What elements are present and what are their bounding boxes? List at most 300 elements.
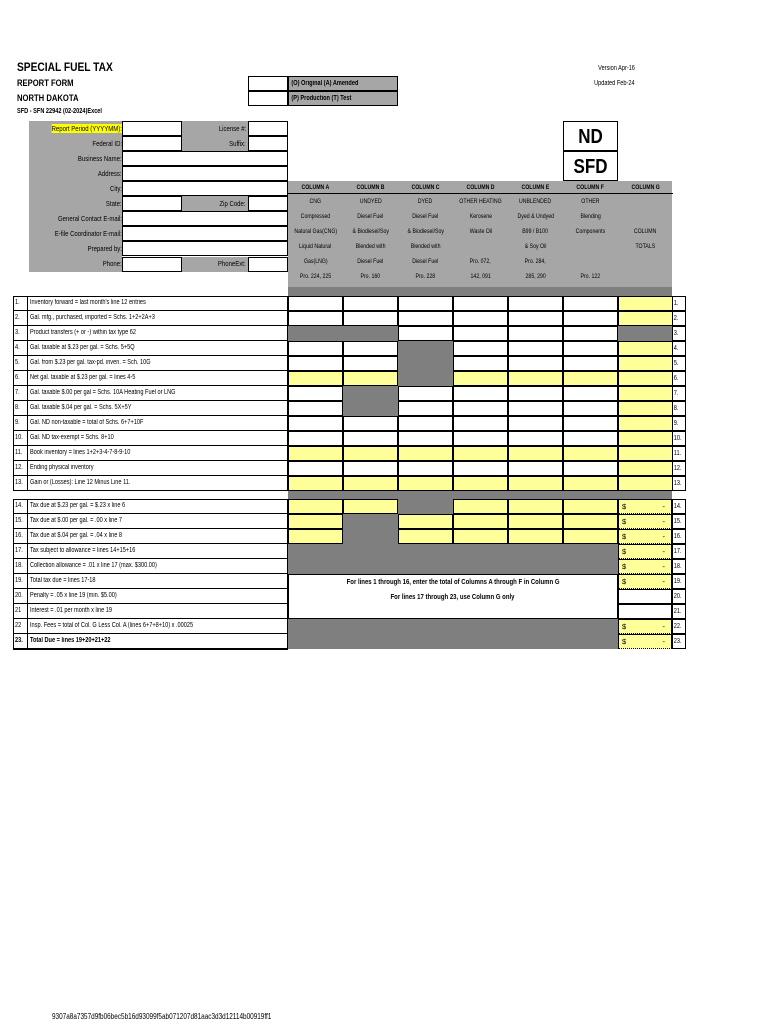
entry-cell[interactable] xyxy=(563,296,618,311)
blocked-cell xyxy=(398,634,453,649)
blocked-cell xyxy=(398,544,453,559)
line-number-divider xyxy=(27,416,28,431)
column-subtitle: 142, 091 xyxy=(470,273,491,280)
row-divider xyxy=(13,490,288,491)
column-title: COLUMN B xyxy=(343,184,398,194)
line-number-divider xyxy=(27,529,28,544)
column-subtitle: Blended with xyxy=(355,243,386,250)
entry-cell[interactable] xyxy=(453,401,508,416)
line-number-divider xyxy=(27,311,28,326)
blocked-cell xyxy=(343,559,398,574)
blocked-cell xyxy=(288,559,343,574)
total-cell[interactable] xyxy=(618,604,672,619)
total-cell[interactable]: $ - xyxy=(618,559,672,574)
line-description: Gal. from $.23 per gal. tax-pd. inven. = Sch. 10G xyxy=(30,359,151,366)
column-header-a xyxy=(288,181,343,287)
entry-cell[interactable] xyxy=(398,529,453,544)
note-lines-17-23: For lines 17 through 23, use Column G only xyxy=(390,592,516,601)
entry-cell[interactable] xyxy=(398,401,453,416)
entry-cell[interactable] xyxy=(508,446,563,461)
column-subtitle: Diesel Fuel xyxy=(357,213,384,220)
report-type-input[interactable] xyxy=(248,76,288,91)
line-number-divider xyxy=(27,574,28,589)
line-end-number: 5. xyxy=(672,356,686,371)
column-subtitle: & Biodiesel/Soy xyxy=(352,228,389,235)
line-description: Interest = .01 per month x line 19 xyxy=(30,607,113,614)
line-end-number: 9. xyxy=(672,416,686,431)
general-email-input[interactable] xyxy=(122,211,288,226)
entry-cell[interactable] xyxy=(563,476,618,491)
line-number: 9. xyxy=(15,419,20,426)
column-subtitle: Pro. 224, 225 xyxy=(299,273,332,280)
line-end-number: 21. xyxy=(672,604,686,619)
line-end-number: 18. xyxy=(672,559,686,574)
blocked-cell xyxy=(343,529,398,544)
entry-cell[interactable] xyxy=(508,326,563,341)
blocked-cell xyxy=(343,386,398,401)
line-number: 3. xyxy=(15,329,20,336)
entry-cell[interactable] xyxy=(343,476,398,491)
entry-cell[interactable] xyxy=(453,371,508,386)
column-subtitle: Compressed xyxy=(300,213,331,220)
entry-cell[interactable] xyxy=(508,341,563,356)
report-mode-label-box xyxy=(288,91,398,106)
column-subtitle: Gas(LNG) xyxy=(303,258,328,265)
total-cell[interactable]: $ - xyxy=(618,574,672,589)
blocked-cell xyxy=(563,559,618,574)
column-subtitle xyxy=(618,209,673,224)
line-number: 1. xyxy=(15,299,20,306)
line-number-divider xyxy=(27,619,28,634)
row-divider xyxy=(13,588,288,589)
line-end-number: 4. xyxy=(672,341,686,356)
entry-cell[interactable] xyxy=(508,431,563,446)
entry-cell[interactable] xyxy=(288,386,343,401)
row-divider xyxy=(13,618,288,619)
line-end-number: 23. xyxy=(672,634,686,649)
entry-cell[interactable] xyxy=(453,529,508,544)
entry-cell[interactable] xyxy=(508,416,563,431)
column-subtitle: CNG xyxy=(309,198,322,205)
entry-cell[interactable] xyxy=(453,431,508,446)
row-divider xyxy=(13,355,288,356)
entry-cell[interactable] xyxy=(343,341,398,356)
document-hash: 9307a8a7357d9fb06bec5b16d93099f5ab071207d81aac3d3d12114b00919ff1 xyxy=(52,1012,272,1021)
line-description: Gal. taxable at $.23 per gal. = Schs. 5+5Q xyxy=(30,344,135,351)
column-subtitle: B99 / B100 xyxy=(522,228,549,235)
city-input[interactable] xyxy=(122,181,288,196)
column-subtitle xyxy=(563,239,618,254)
blocked-cell xyxy=(288,619,343,634)
line-number-divider xyxy=(27,431,28,446)
total-cell[interactable]: $ - xyxy=(618,619,672,634)
entry-cell[interactable] xyxy=(343,356,398,371)
line-end-number: 6. xyxy=(672,371,686,386)
entry-cell[interactable] xyxy=(398,326,453,341)
line-number-divider xyxy=(27,559,28,574)
column-subtitle: Diesel Fuel xyxy=(412,213,439,220)
entry-cell[interactable] xyxy=(508,499,563,514)
line-number-divider xyxy=(27,499,28,514)
entry-cell[interactable] xyxy=(398,431,453,446)
blocked-cell xyxy=(343,401,398,416)
entry-cell[interactable] xyxy=(453,311,508,326)
entry-cell[interactable] xyxy=(343,311,398,326)
line-end-number: 2. xyxy=(672,311,686,326)
row-divider xyxy=(13,325,288,326)
entry-cell[interactable] xyxy=(618,446,673,461)
line-number: 5. xyxy=(15,359,20,366)
line-description: Penalty = .05 x line 19 (min. $5.00) xyxy=(30,592,117,599)
federal-id-input[interactable] xyxy=(122,136,182,151)
updated-text: Updated Feb-24 xyxy=(594,80,635,87)
license-input[interactable] xyxy=(248,121,288,136)
report-type-options: (O) Original (A) Amended xyxy=(291,80,359,87)
entry-cell[interactable] xyxy=(398,386,453,401)
blocked-cell xyxy=(508,634,563,649)
line-number: 6. xyxy=(15,374,20,381)
line-number: 4. xyxy=(15,344,20,351)
line-description: Gal. taxable $.00 per gal = Schs. 10A Heating Fuel or LNG xyxy=(30,389,176,396)
entry-cell[interactable] xyxy=(288,371,343,386)
total-cell[interactable] xyxy=(618,589,672,604)
column-subtitle xyxy=(618,269,673,284)
column-header-b xyxy=(343,181,398,287)
line-number: 18. xyxy=(15,562,23,569)
prepared-by-input[interactable] xyxy=(122,241,288,256)
entry-cell[interactable] xyxy=(563,461,618,476)
entry-cell[interactable] xyxy=(618,386,673,401)
line-number: 2. xyxy=(15,314,20,321)
column-title: COLUMN F xyxy=(563,184,618,194)
line-number: 19. xyxy=(15,577,23,584)
report-type-label-box xyxy=(288,76,398,91)
line-description: Total tax due = lines 17-18 xyxy=(30,577,96,584)
entry-cell[interactable] xyxy=(563,386,618,401)
entry-cell[interactable] xyxy=(508,311,563,326)
entry-cell[interactable] xyxy=(563,529,618,544)
column-subtitle: Blended with xyxy=(410,243,441,250)
form-state: NORTH DAKOTA xyxy=(17,93,79,103)
business-name-label: Business Name: xyxy=(78,154,122,163)
entry-cell[interactable] xyxy=(563,401,618,416)
column-subtitle: Kerosene xyxy=(469,213,492,220)
entry-cell[interactable] xyxy=(508,386,563,401)
form-id: SFD - SFN 22942 (02-2024)Excel xyxy=(17,108,102,115)
suffix-input[interactable] xyxy=(248,136,288,151)
address-input[interactable] xyxy=(122,166,288,181)
line-number: 16. xyxy=(15,532,23,539)
entry-cell[interactable] xyxy=(288,431,343,446)
line-number-divider xyxy=(27,386,28,401)
blocked-cell xyxy=(563,619,618,634)
column-subtitle: Pro. 228 xyxy=(415,273,436,280)
phone-ext-input[interactable] xyxy=(248,257,288,272)
entry-cell[interactable] xyxy=(618,311,673,326)
state-label: State: xyxy=(106,199,122,208)
line-description: Collection allowance = .01 x line 17 (max. $300.00) xyxy=(30,562,157,569)
column-header-d xyxy=(453,181,508,287)
address-label: Address: xyxy=(98,169,122,178)
line-number-divider xyxy=(27,341,28,356)
line-number: 11. xyxy=(15,449,23,456)
column-title: COLUMN A xyxy=(288,184,343,194)
entry-cell[interactable] xyxy=(563,356,618,371)
entry-cell[interactable] xyxy=(453,476,508,491)
line-number: 23. xyxy=(15,637,23,644)
line-number: 22 xyxy=(15,622,22,629)
blocked-cell xyxy=(343,514,398,529)
line-number-divider xyxy=(27,371,28,386)
entry-cell[interactable] xyxy=(288,499,343,514)
entry-cell[interactable] xyxy=(288,401,343,416)
column-subtitle: TOTALS xyxy=(635,243,656,250)
report-mode-input[interactable] xyxy=(248,91,288,106)
column-title: COLUMN E xyxy=(508,184,563,194)
total-cell[interactable]: $ - xyxy=(618,544,672,559)
report-period-label: Report Period (YYYYMM): xyxy=(51,124,122,133)
entry-cell[interactable] xyxy=(618,341,673,356)
row-divider xyxy=(13,415,288,416)
entry-cell[interactable] xyxy=(563,514,618,529)
row-divider xyxy=(13,385,288,386)
line-description: Tax due at $.23 per gal. = $.23 x line 6 xyxy=(30,502,126,509)
line-number: 13. xyxy=(15,479,23,486)
blocked-cell xyxy=(343,634,398,649)
line-end-number: 3. xyxy=(672,326,686,341)
column-subtitle: Diesel Fuel xyxy=(412,258,439,265)
entry-cell[interactable] xyxy=(618,461,673,476)
federal-id-label: Federal ID: xyxy=(92,139,122,148)
entry-cell[interactable] xyxy=(453,514,508,529)
total-cell[interactable]: $ - xyxy=(618,499,672,514)
column-subtitle: & Biodiesel/Soy xyxy=(407,228,444,235)
blocked-cell xyxy=(508,619,563,634)
entry-cell[interactable] xyxy=(453,341,508,356)
column-subtitle xyxy=(618,194,673,209)
entry-cell[interactable] xyxy=(398,311,453,326)
row-divider xyxy=(13,400,288,401)
entry-cell[interactable] xyxy=(453,499,508,514)
row-divider xyxy=(13,543,288,544)
line-description: Tax due at $.00 per gal. = .00 x line 7 xyxy=(30,517,122,524)
line-number-divider xyxy=(27,514,28,529)
line-number: 14. xyxy=(15,502,23,509)
column-subtitle xyxy=(618,254,673,269)
entry-cell[interactable] xyxy=(453,356,508,371)
entry-cell[interactable] xyxy=(618,416,673,431)
row-divider xyxy=(13,430,288,431)
line-description: Gal. ND non-taxable = total of Schs. 6+7+10F xyxy=(30,419,144,426)
column-subtitle: 285, 290 xyxy=(525,273,546,280)
entry-cell[interactable] xyxy=(343,296,398,311)
blocked-cell xyxy=(563,634,618,649)
entry-cell[interactable] xyxy=(398,476,453,491)
line-number-divider xyxy=(27,604,28,619)
blocked-cell xyxy=(508,544,563,559)
column-header-f xyxy=(563,181,618,287)
line-number-divider xyxy=(27,589,28,604)
entry-cell[interactable] xyxy=(563,499,618,514)
general-email-label: General Contact E-mail: xyxy=(57,214,122,223)
column-subtitle: Natural Gas(CNG) xyxy=(294,228,337,235)
blocked-cell xyxy=(508,559,563,574)
row-divider xyxy=(13,310,288,311)
column-subtitle: & Soy Oil xyxy=(524,243,547,250)
line-description: Gain or (Losses): Line 12 Minus Line 11. xyxy=(30,479,131,486)
line-end-number: 16. xyxy=(672,529,686,544)
line-number: 20. xyxy=(15,592,23,599)
form-title: SPECIAL FUEL TAX xyxy=(17,60,113,74)
line-number: 8. xyxy=(15,404,20,411)
column-subtitle: Pro. 122 xyxy=(580,273,601,280)
line-end-number: 13. xyxy=(672,476,686,491)
total-cell[interactable]: $ - xyxy=(618,634,672,649)
line-description: Gal. ND tax-exempt = Schs. 8+10 xyxy=(30,434,114,441)
entry-cell[interactable] xyxy=(453,326,508,341)
column-subtitle xyxy=(563,254,618,269)
entry-cell[interactable] xyxy=(563,341,618,356)
blocked-cell xyxy=(453,634,508,649)
entry-cell[interactable] xyxy=(343,461,398,476)
entry-cell[interactable] xyxy=(288,416,343,431)
blocked-cell xyxy=(398,619,453,634)
entry-cell[interactable] xyxy=(288,311,343,326)
entry-cell[interactable] xyxy=(288,461,343,476)
entry-cell[interactable] xyxy=(618,476,673,491)
entry-cell[interactable] xyxy=(398,461,453,476)
line-number-divider xyxy=(27,634,28,649)
phone-input[interactable] xyxy=(122,257,182,272)
line-number: 17. xyxy=(15,547,23,554)
column-subtitle: Dyed & Undyed xyxy=(517,213,554,220)
entry-cell[interactable] xyxy=(343,499,398,514)
entry-cell[interactable] xyxy=(508,356,563,371)
state-input[interactable] xyxy=(122,196,182,211)
entry-cell[interactable] xyxy=(508,514,563,529)
entry-cell[interactable] xyxy=(343,446,398,461)
entry-cell[interactable] xyxy=(288,446,343,461)
row-divider xyxy=(13,528,288,529)
line-end-number: 8. xyxy=(672,401,686,416)
line-end-number: 11. xyxy=(672,446,686,461)
blocked-cell xyxy=(288,326,343,341)
entry-cell[interactable] xyxy=(508,296,563,311)
entry-cell[interactable] xyxy=(288,476,343,491)
column-subtitle: Blending xyxy=(580,213,601,220)
entry-cell[interactable] xyxy=(343,431,398,446)
report-period-input[interactable] xyxy=(122,121,182,136)
entry-cell[interactable] xyxy=(453,416,508,431)
column-subtitle: DYED xyxy=(418,198,433,205)
entry-cell[interactable] xyxy=(618,371,673,386)
efile-email-label: E-file Coordinator E-mail: xyxy=(54,229,122,238)
blocked-cell xyxy=(398,341,453,356)
line-number: 12. xyxy=(15,464,23,471)
entry-cell[interactable] xyxy=(618,356,673,371)
sfd-badge-text: SFD xyxy=(573,156,608,178)
form-subtitle: REPORT FORM xyxy=(17,78,74,88)
column-subtitle: Diesel Fuel xyxy=(357,258,384,265)
entry-cell[interactable] xyxy=(288,341,343,356)
column-subtitle: UNDYED xyxy=(359,198,382,205)
entry-cell[interactable] xyxy=(508,401,563,416)
line-number-divider xyxy=(27,296,28,311)
entry-cell[interactable] xyxy=(563,326,618,341)
line-description: Product transfers (+ or -) within tax type 62 xyxy=(30,329,136,336)
nd-badge-text: ND xyxy=(578,126,603,148)
zip-label: Zip Code: xyxy=(219,199,246,208)
entry-cell[interactable] xyxy=(618,401,673,416)
entry-cell[interactable] xyxy=(453,461,508,476)
entry-cell[interactable] xyxy=(398,514,453,529)
row-divider xyxy=(13,648,288,649)
line-number-divider xyxy=(27,356,28,371)
column-header-c xyxy=(398,181,453,287)
entry-cell[interactable] xyxy=(508,529,563,544)
blocked-cell xyxy=(453,559,508,574)
line-number: 7. xyxy=(15,389,20,396)
entry-cell[interactable] xyxy=(288,296,343,311)
section-separator xyxy=(288,491,672,499)
blocked-cell xyxy=(453,544,508,559)
blocked-cell xyxy=(288,544,343,559)
row-divider xyxy=(13,340,288,341)
entry-cell[interactable] xyxy=(288,356,343,371)
entry-cell[interactable] xyxy=(618,431,673,446)
entry-cell[interactable] xyxy=(563,416,618,431)
zip-input[interactable] xyxy=(248,196,288,211)
column-title: COLUMN G xyxy=(618,184,673,194)
row-divider xyxy=(13,603,288,604)
line-number-divider xyxy=(27,476,28,491)
blocked-cell xyxy=(288,634,343,649)
entry-cell[interactable] xyxy=(453,386,508,401)
entry-cell[interactable] xyxy=(343,371,398,386)
entry-cell[interactable] xyxy=(343,416,398,431)
entry-cell[interactable] xyxy=(618,296,673,311)
line-end-number: 14. xyxy=(672,499,686,514)
entry-cell[interactable] xyxy=(563,446,618,461)
blocked-cell xyxy=(618,326,673,341)
row-divider xyxy=(13,370,288,371)
entry-cell[interactable] xyxy=(563,371,618,386)
entry-cell[interactable] xyxy=(508,476,563,491)
total-cell[interactable]: $ - xyxy=(618,514,672,529)
blocked-cell xyxy=(343,619,398,634)
line-number: 15. xyxy=(15,517,23,524)
entry-cell[interactable] xyxy=(453,296,508,311)
row-divider xyxy=(13,573,288,574)
business-name-input[interactable] xyxy=(122,151,288,166)
blocked-cell xyxy=(563,544,618,559)
entry-cell[interactable] xyxy=(398,296,453,311)
entry-cell[interactable] xyxy=(508,371,563,386)
entry-cell[interactable] xyxy=(288,529,343,544)
line-end-number: 10. xyxy=(672,431,686,446)
blocked-cell xyxy=(343,326,398,341)
entry-cell[interactable] xyxy=(453,446,508,461)
total-cell[interactable]: $ - xyxy=(618,529,672,544)
entry-cell[interactable] xyxy=(288,514,343,529)
efile-email-input[interactable] xyxy=(122,226,288,241)
entry-cell[interactable] xyxy=(563,431,618,446)
line-description: Net gal. taxable at $.23 per gal. = lines 4-5 xyxy=(30,374,136,381)
entry-cell[interactable] xyxy=(563,311,618,326)
entry-cell[interactable] xyxy=(398,446,453,461)
entry-cell[interactable] xyxy=(398,416,453,431)
entry-cell[interactable] xyxy=(508,461,563,476)
